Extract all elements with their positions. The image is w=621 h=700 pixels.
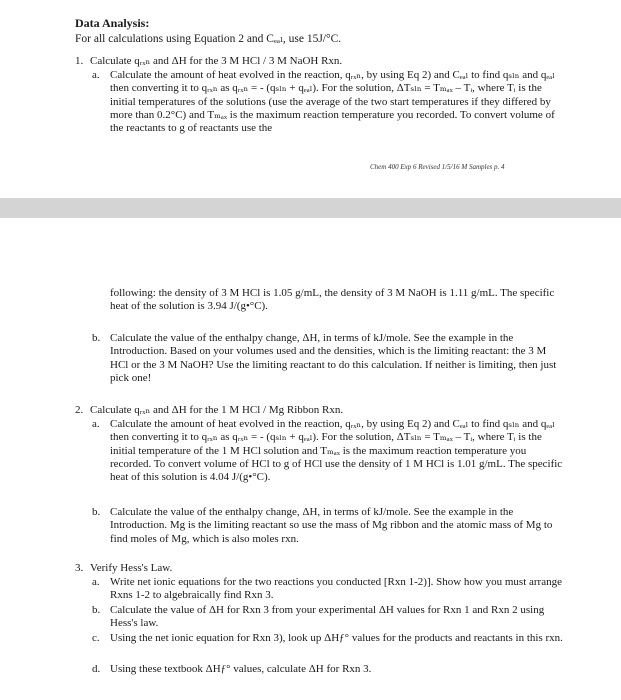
q1a-text: Calculate the amount of heat evolved in the reaction, qᵣₓₙ, by using Eq 2) and Cₑₐₗ to find qₛₗₙ and qₑₐₗ then converting it to qᵣₓₙ as qᵣₓₙ = - (qₛₗₙ + qₑₐₗ). For the solution, ΔTₛₗₙ = Tₘₐₓ – Tᵢ, where Tᵢ is the initial temperatures of the solutions (use the average of the two start temperatures if they differed by more than 0.2°C) and Tₘₐₓ is the maximum reaction temperature you recorded. To convert volume of the reactants to g of reactants use the [110, 69, 555, 135]
q2-number: 2. [75, 404, 84, 416]
section-heading: Data Analysis: [75, 16, 150, 30]
q2b-label: b. [92, 506, 101, 518]
q2b-text: Calculate the value of the enthalpy change, ΔH, in terms of kJ/mole. See the example in the Introduction. Mg is the limiting reactant so use the mass of Mg ribbon and the atomic mass of Mg to find moles of Mg, which is also moles rxn. [110, 506, 553, 545]
q3a-label: a. [92, 576, 100, 588]
q2a-text: Calculate the amount of heat evolved in the reaction, qᵣₓₙ, by using Eq 2) and Cₑₐₗ to find qₛₗₙ and qₑₐₗ then converting it to qᵣₓₙ as qᵣₓₙ = - (qₛₗₙ + qₑₐₗ). For the solution, ΔTₛₗₙ = Tₘₐₓ – Tᵢ, where Tᵢ is the initial temperature of the 1 M HCl solution and Tₘₐₓ is the maximum reaction temperature you recorded. To convert volume of HCl to g of HCl use the density of 1 M HCl is 1.01 g/mL. The specific heat of this solution is 4.04 J/(g•°C). [110, 418, 563, 484]
q3d-label: d. [92, 663, 101, 675]
q1-title: Calculate qᵣₓₙ and ΔH for the 3 M HCl / 3 M NaOH Rxn. [90, 55, 343, 67]
page-footer: Chem 400 Exp 6 Revised 1/5/16 M Samples p. 4 [370, 163, 505, 171]
q1a-continued: following: the density of 3 M HCl is 1.05 g/mL, the density of 3 M NaOH is 1.11 g/mL. The specific heat of the solution is 3.94 J/(g•°C). [110, 287, 555, 313]
q1b-text: Calculate the value of the enthalpy change, ΔH, in terms of kJ/mole. See the example in the Introduction. Based on your volumes used and the densities, which is the limiting reactant: the 3 M HCl or the 3 M NaOH? Use the limiting reactant to do this calculation. If neither is limiting, then just pick one! [110, 332, 557, 384]
q2-title: Calculate qᵣₓₙ and ΔH for the 1 M HCl / Mg Ribbon Rxn. [90, 404, 344, 416]
q2a-label: a. [92, 418, 100, 430]
page-break-band [0, 198, 621, 218]
q3b-label: b. [92, 604, 101, 616]
q1a-label: a. [92, 69, 100, 81]
q1-number: 1. [75, 55, 84, 67]
q3-number: 3. [75, 562, 84, 574]
q3-title: Verify Hess's Law. [90, 562, 173, 574]
q3c-text: Using the net ionic equation for Rxn 3), look up ΔHƒ° values for the products and reactants in this rxn. [110, 632, 563, 644]
intro-text: For all calculations using Equation 2 and Cₑₐₗ, use 15J/°C. [75, 33, 342, 45]
q3a-text: Write net ionic equations for the two reactions you conducted [Rxn 1-2)]. Show how you must arrange Rxns 1-2 to algebraically find Rxn 3. [110, 576, 562, 602]
q3c-label: c. [92, 632, 100, 644]
q3d-text: Using these textbook ΔHƒ° values, calculate ΔH for Rxn 3. [110, 663, 372, 675]
page-bottom-section [0, 218, 621, 700]
q3b-text: Calculate the value of ΔH for Rxn 3 from your experimental ΔH values for Rxn 1 and Rxn 2 using Hess's law. [110, 604, 545, 630]
q1b-label: b. [92, 332, 101, 344]
page-top-section [0, 0, 621, 198]
